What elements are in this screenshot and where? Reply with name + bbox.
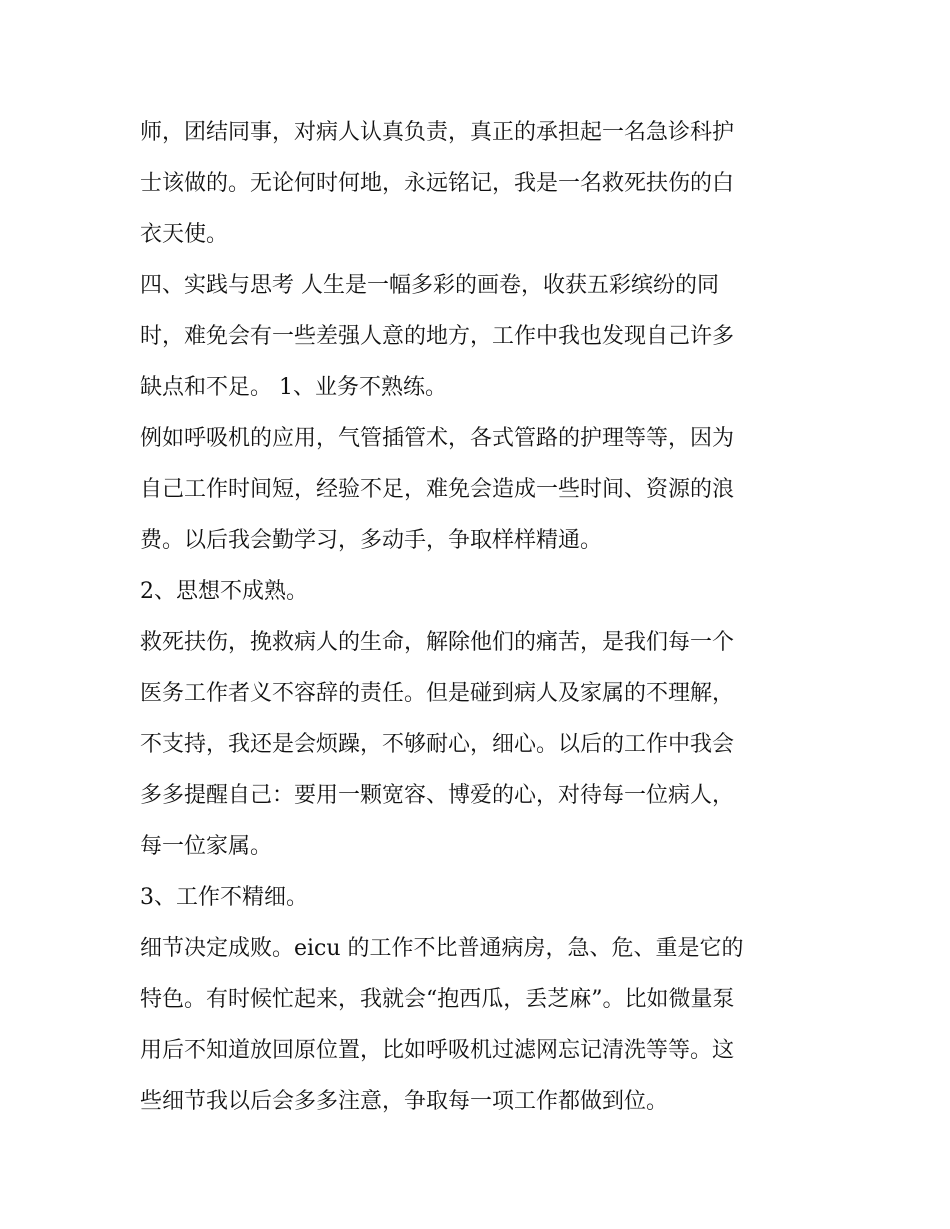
text-line: 费。以后我会勤学习，多动手，争取样样精通。	[140, 528, 603, 553]
text-line: 士该做的。无论何时何地，永远铭记，我是一名救死扶伤的白	[140, 171, 735, 196]
text-line: 师，团结同事，对病人认真负责，真正的承担起一名急诊科护	[140, 120, 735, 145]
text-line: 时，难免会有一些差强人意的地方，工作中我也发现自己许多	[140, 324, 735, 349]
body-text	[140, 107, 820, 1127]
text-line: 细节决定成败。eicu 的工作不比普通病房，急、危、重是它的	[140, 936, 744, 961]
text-line: 医务工作者义不容辞的责任。但是碰到病人及家属的不理解，	[140, 681, 735, 706]
text-line: 缺点和不足。 1、业务不熟练。	[140, 375, 447, 400]
text-line: 2、思想不成熟。	[140, 579, 308, 604]
text-line: 3、工作不精细。	[140, 885, 308, 910]
text-line: 不支持，我还是会烦躁，不够耐心，细心。以后的工作中我会	[140, 732, 735, 757]
text-line: 衣天使。	[140, 222, 229, 247]
text-line: 四、实践与思考 人生是一幅多彩的画卷，收获五彩缤纷的同	[140, 273, 719, 298]
text-line: 特色。有时候忙起来，我就会“抱西瓜，丢芝麻”。比如微量泵	[140, 987, 735, 1012]
text-line: 每一位家属。	[140, 834, 273, 859]
text-line: 些细节我以后会多多注意，争取每一项工作都做到位。	[140, 1089, 669, 1114]
text-line: 例如呼吸机的应用，气管插管术，各式管路的护理等等，因为	[140, 426, 735, 451]
text-line: 用后不知道放回原位置，比如呼吸机过滤网忘记清洗等等。这	[140, 1038, 735, 1063]
text-line: 救死扶伤，挽救病人的生命，解除他们的痛苦，是我们每一个	[140, 630, 735, 655]
text-line: 多多提醒自己：要用一颗宽容、博爱的心，对待每一位病人，	[140, 783, 735, 808]
text-line: 自己工作时间短，经验不足，难免会造成一些时间、资源的浪	[140, 477, 735, 502]
